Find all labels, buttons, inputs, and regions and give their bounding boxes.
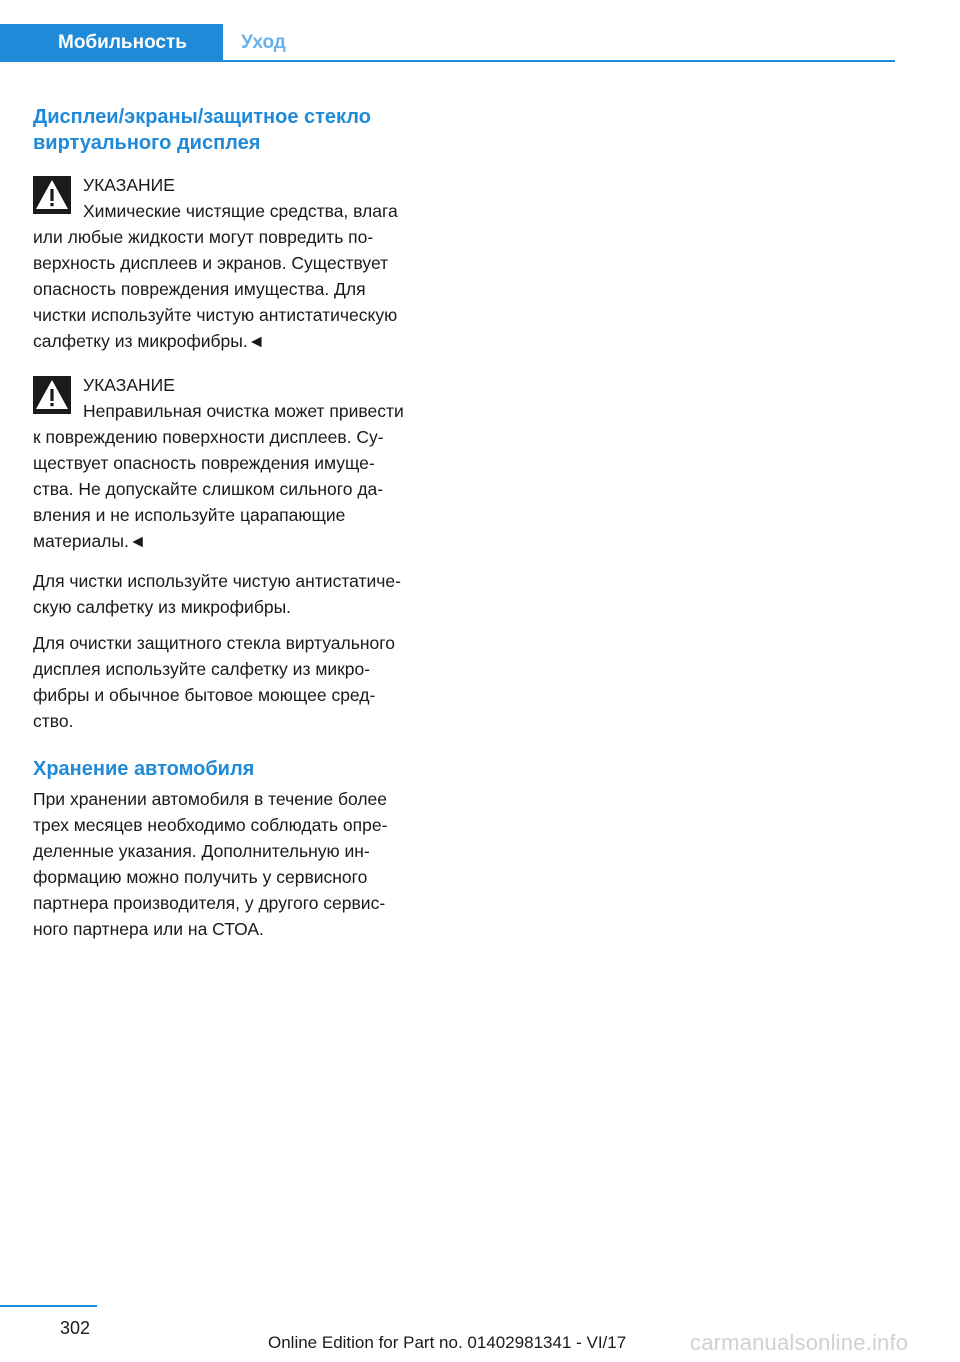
paragraph xyxy=(33,568,448,620)
text-line: ство. xyxy=(33,711,74,731)
text-line: партнера производителя, у другого сервис- xyxy=(33,893,386,913)
tab-care[interactable]: Уход xyxy=(241,32,286,53)
text-line: вления и не используйте царапающие xyxy=(33,505,346,525)
text-line: ществует опасность повреждения имуще- xyxy=(33,453,375,473)
text-line: ного партнера или на СТОА. xyxy=(33,919,264,939)
text-line: Неправильная очистка может привести xyxy=(83,401,404,421)
warning-triangle-icon xyxy=(33,176,71,214)
text-line: верхность дисплеев и экранов. Существует xyxy=(33,253,389,273)
page-header xyxy=(0,24,895,62)
text-line: чистки используйте чистую антистатическую xyxy=(33,305,398,325)
notice-text xyxy=(33,198,448,354)
notice-label: УКАЗАНИЕ xyxy=(83,175,175,195)
section-title-line: виртуального дисплея xyxy=(33,132,261,154)
paragraph xyxy=(33,786,448,942)
warning-triangle-icon xyxy=(33,376,71,414)
notice-label: УКАЗАНИЕ xyxy=(83,375,175,395)
tab-mobility[interactable]: Мобильность xyxy=(0,24,223,62)
text-line: Для очистки защитного стекла виртуального xyxy=(33,633,395,653)
paragraph xyxy=(33,630,448,734)
text-line: скую салфетку из микрофибры. xyxy=(33,597,292,617)
notice-block xyxy=(33,172,448,354)
text-line: фибры и обычное бытовое моющее сред- xyxy=(33,685,376,705)
notice-block xyxy=(33,372,448,554)
notice-text xyxy=(33,398,448,554)
footer-divider xyxy=(0,1305,97,1307)
text-line: материалы.◄ xyxy=(33,531,147,551)
text-line: Химические чистящие средства, влага xyxy=(83,201,398,221)
text-line: деленные указания. Дополнительную ин- xyxy=(33,841,370,861)
text-line: При хранении автомобиля в течение более xyxy=(33,789,388,809)
text-line: формацию можно получить у сервисного xyxy=(33,867,368,887)
text-line: Для чистки используйте чистую антистатиче- xyxy=(33,571,401,591)
main-content xyxy=(33,104,448,942)
text-line: опасность повреждения имущества. Для xyxy=(33,279,366,299)
text-line: или любые жидкости могут повредить по- xyxy=(33,227,374,247)
text-line: к повреждению поверхности дисплеев. Су- xyxy=(33,427,384,447)
header-divider xyxy=(0,60,895,62)
section-title-storage: Хранение автомобиля xyxy=(33,758,255,780)
edition-note: Online Edition for Part no. 01402981341 - VI/17 xyxy=(268,1333,627,1352)
section-title-displays xyxy=(33,104,448,156)
page-number: 302 xyxy=(60,1318,91,1338)
watermark: carmanualsonline.info xyxy=(690,1330,909,1355)
section-title-line: Дисплеи/экраны/защитное стекло xyxy=(33,106,371,128)
text-line: трех месяцев необходимо соблюдать опре- xyxy=(33,815,388,835)
text-line: дисплея используйте салфетку из микро- xyxy=(33,659,371,679)
text-line: салфетку из микрофибры.◄ xyxy=(33,331,266,351)
text-line: ства. Не допускайте слишком сильного да- xyxy=(33,479,384,499)
